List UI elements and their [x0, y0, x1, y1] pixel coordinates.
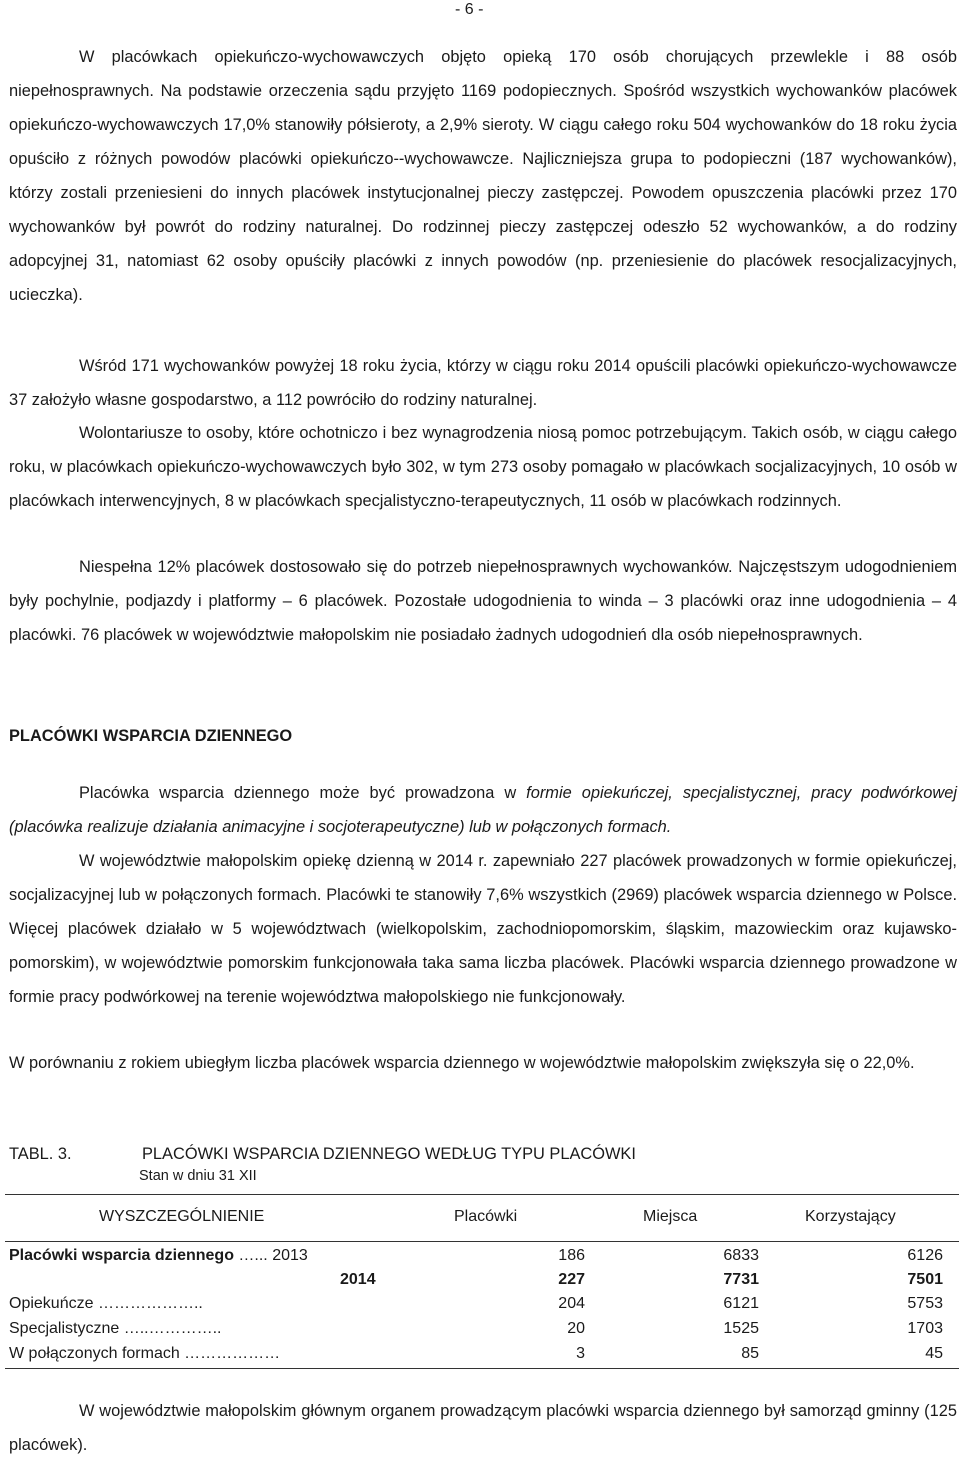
table-subtitle: Stan w dniu 31 XII	[139, 1168, 257, 1184]
paragraph-accessibility	[9, 550, 957, 652]
cell-facilities: 20	[567, 1320, 585, 1337]
header-facilities: Placówki	[454, 1208, 518, 1225]
paragraph-day-support-forms	[9, 776, 957, 844]
table-row	[9, 1245, 957, 1267]
cell-users: 5753	[907, 1295, 943, 1312]
paragraph-text	[9, 776, 957, 844]
header-users: Korzystający	[805, 1208, 896, 1225]
cell-users: 1703	[907, 1320, 943, 1337]
paragraph-governing-body	[9, 1394, 957, 1462]
cell-users: 6126	[907, 1247, 943, 1264]
cell-facilities: 204	[558, 1295, 585, 1312]
section-heading: PLACÓWKI WSPARCIA DZIENNEGO	[9, 727, 293, 745]
header-places: Miejsca	[643, 1208, 698, 1225]
paragraph-lead: Placówka wsparcia dziennego może być prowadzona w	[79, 784, 527, 802]
cell-places: 6121	[723, 1295, 759, 1312]
cell-facilities: 186	[558, 1247, 585, 1264]
table-row	[9, 1318, 957, 1340]
paragraph-text: W województwie małopolskim opiekę dzienną w 2014 r. zapewniało 227 placówek prowadzonych w formie opiekuńczej, socjalizacyjnej lub w połączonych formach. Placówki te stanowiły 7,6% wszystkich (2969) placówek wsparcia dziennego w Polsce. Więcej placówek działało w 5 województwach (wielkopolskim, zachodniopomorskim, śląskim, mazowieckim oraz kujawsko-pomorskim), w województwie pomorskim funkcjonowała taka sama liczba placówek. Placówki wsparcia dziennego prowadzone w formie pracy podwórkowej na terenie województwa małopolskiego nie funkcjonowały.	[9, 852, 957, 1006]
row-label-bold: Placówki wsparcia dziennego	[9, 1247, 234, 1264]
row-label	[9, 1245, 308, 1267]
table-label: TABL. 3.	[9, 1145, 72, 1163]
table-row	[9, 1269, 957, 1291]
cell-places: 6833	[723, 1247, 759, 1264]
cell-facilities: 3	[576, 1345, 585, 1362]
cell-facilities: 227	[558, 1271, 585, 1288]
table-top-rule	[5, 1194, 959, 1195]
header-description: WYSZCZEGÓLNIENIE	[99, 1208, 265, 1225]
table-row	[9, 1343, 957, 1365]
cell-users: 7501	[907, 1271, 943, 1288]
paragraph-volunteers	[9, 416, 957, 518]
paragraph-text: W województwie małopolskim głównym organem prowadzącym placówki wsparcia dziennego był samorząd gminny (125 placówek).	[9, 1402, 957, 1454]
table-header-rule	[5, 1241, 959, 1242]
table-row	[9, 1293, 957, 1315]
paragraph-adult-leavers	[9, 349, 957, 417]
paragraph-text: W porównaniu z rokiem ubiegłym liczba placówek wsparcia dziennego w województwie małopolskim zwiększyła się o 22,0%.	[9, 1054, 915, 1072]
row-year: 2014	[340, 1271, 376, 1288]
cell-places: 7731	[723, 1271, 759, 1288]
paragraph-text: Niespełna 12% placówek dostosowało się do potrzeb niepełnosprawnych wychowanków. Najczęstszym udogodnieniem były pochylnie, podjazdy i platformy – 6 placówek. Pozostałe udogodnienia to winda – 3 placówki oraz inne udogodnienia – 4 placówki. 76 placówek w województwie małopolskim nie posiadało żadnych udogodnień dla osób niepełnosprawnych.	[9, 558, 957, 644]
paragraph-text: Wolontariusze to osoby, które ochotniczo i bez wynagrodzenia niosą pomoc potrzebującym. Takich osób, w ciągu całego roku, w placówkach opiekuńczo-wychowawczych było 302, w tym 273 osoby pomagało w placówkach socjalizacyjnych, 10 osób w placówkach interwencyjnych, 8 w placówkach specjalistyczno-terapeutycznych, 11 osób w placówkach rodzinnych.	[9, 424, 957, 510]
row-label: Opiekuńcze ………………..	[9, 1295, 203, 1312]
page-number: - 6 -	[455, 1, 484, 18]
paragraph-text: Wśród 171 wychowanków powyżej 18 roku życia, którzy w ciągu roku 2014 opuścili placówki opiekuńczo-wychowawcze 37 założyło własne gospodarstwo, a 112 powróciło do rodziny naturalnej.	[9, 357, 957, 409]
paragraph-day-support-stats	[9, 844, 957, 1014]
paragraph-orphanage-stats	[9, 40, 957, 312]
table-title: PLACÓWKI WSPARCIA DZIENNEGO WEDŁUG TYPU PLACÓWKI	[142, 1145, 636, 1163]
paragraph-italic: formie opiekuńczej, specjalistycznej, pracy podwórkowej (placówka realizuje działania animacyjne i socjoterapeutyczne) lub w połączonych formach.	[9, 784, 957, 836]
cell-users: 45	[925, 1345, 943, 1362]
table-bottom-rule	[5, 1368, 959, 1369]
row-label: W połączonych formach ………………	[9, 1345, 281, 1362]
cell-places: 1525	[723, 1320, 759, 1337]
cell-places: 85	[741, 1345, 759, 1362]
row-label-year: …... 2013	[233, 1247, 308, 1264]
paragraph-text: W placówkach opiekuńczo-wychowawczych objęto opieką 170 osób chorujących przewlekle i 88 osób niepełnosprawnych. Na podstawie orzeczenia sądu przyjęto 1169 podopiecznych. Spośród wszystkich wychowanków placówek opiekuńczo-wychowawczych 17,0% stanowiły półsieroty, a 2,9% sieroty. W ciągu całego roku 504 wychowanków do 18 roku życia opuściło z różnych powodów placówki opiekuńczo--wychowawcze. Najliczniejsza grupa to podopieczni (187 wychowanków), którzy zostali przeniesieni do innych placówek instytucjonalnej pieczy zastępczej. Powodem opuszczenia placówki przez 170 wychowanków był powrót do rodziny naturalnej. Do rodzinnej pieczy zastępczej odeszło 52 wychowanków, a do rodziny adopcyjnej 31, natomiast 62 osoby opuściły placówki z innych powodów (np. przeniesienie do placówek resocjalizacyjnych, ucieczka).	[9, 48, 957, 304]
row-label: Specjalistyczne …..…………..	[9, 1320, 222, 1337]
paragraph-growth	[9, 1046, 957, 1080]
